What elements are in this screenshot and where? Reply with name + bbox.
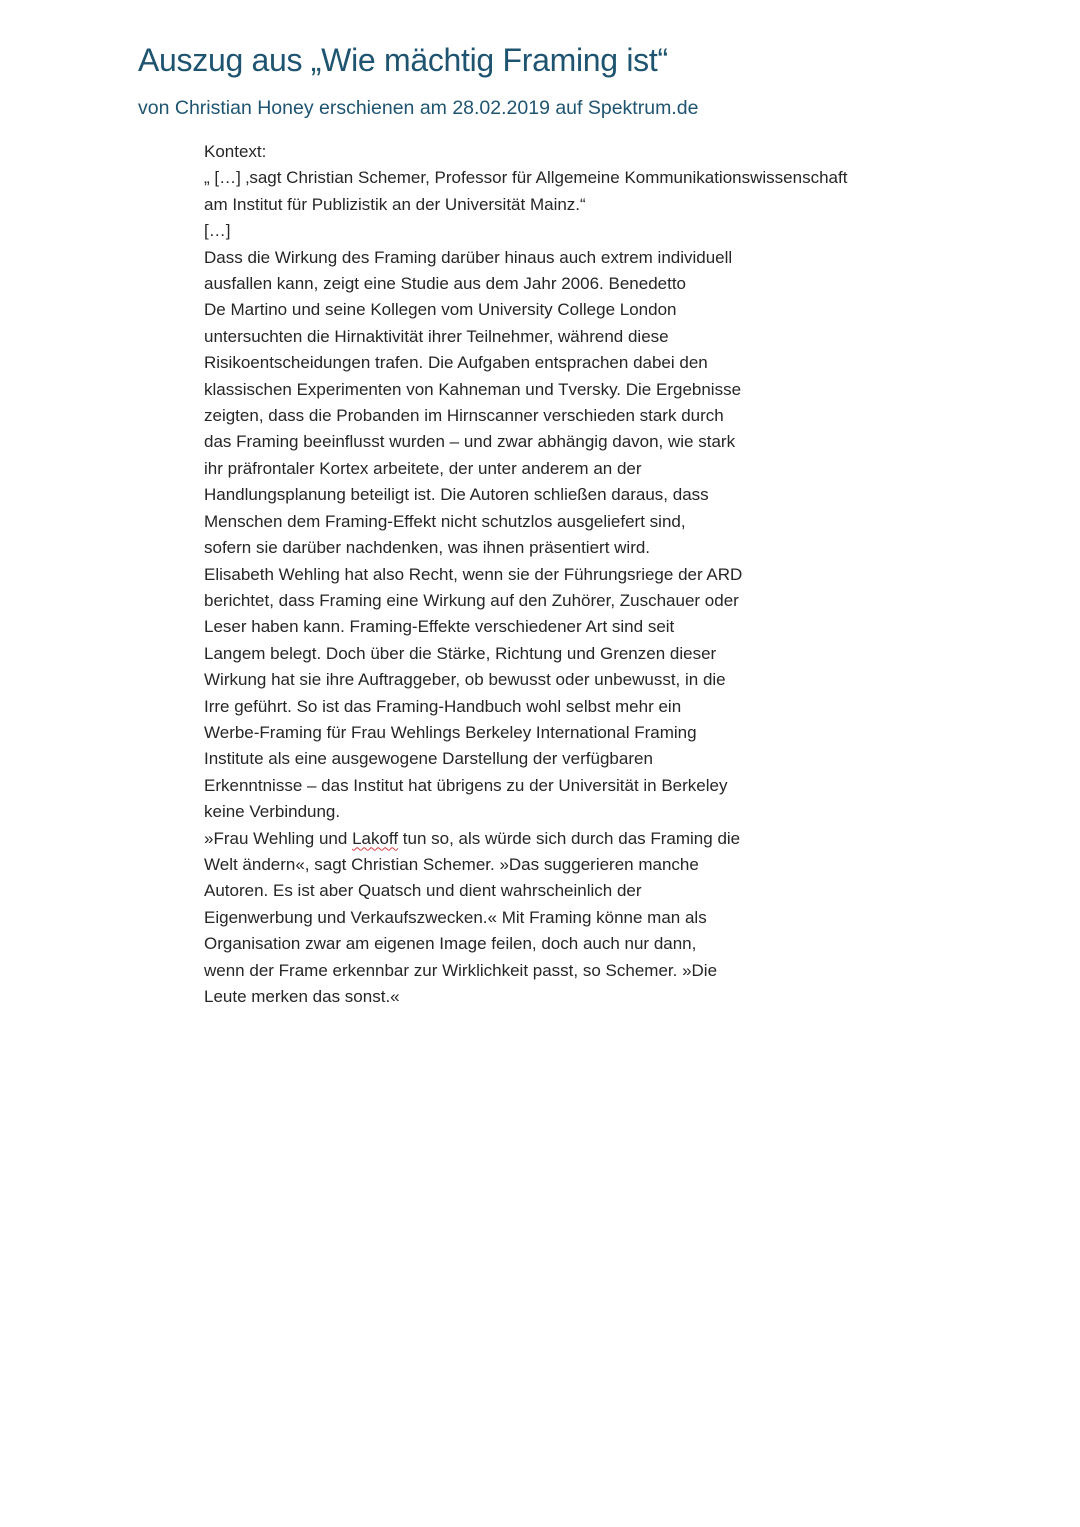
text-line: Langem belegt. Doch über die Stärke, Richtung und Grenzen dieser	[204, 643, 717, 663]
text-line: ausfallen kann, zeigt eine Studie aus dem Jahr 2006. Benedetto	[204, 274, 687, 294]
text-line: sofern sie darüber nachdenken, was ihnen präsentiert wird.	[204, 538, 651, 558]
text-line: Wirkung hat sie ihre Auftraggeber, ob bewusst oder unbewusst, in die	[204, 670, 726, 690]
text-line: Handlungsplanung beteiligt ist. Die Autoren schließen daraus, dass	[204, 485, 709, 505]
text-line: Leute merken das sonst.«	[204, 987, 400, 1006]
text-line: keine Verbindung.	[204, 802, 341, 822]
text-line: De Martino und seine Kollegen vom University College London	[204, 300, 677, 320]
text-line: ihr präfrontaler Kortex arbeitete, der unter anderem an der	[204, 458, 642, 478]
text-line: zeigten, dass die Probanden im Hirnscanner verschieden stark durch	[204, 406, 724, 426]
text-line: Welt ändern«, sagt Christian Schemer. »Das suggerieren manche	[204, 854, 699, 874]
text-line: Eigenwerbung und Verkaufszwecken.« Mit Framing könne man als	[204, 907, 707, 927]
text-line: Leser haben kann. Framing-Effekte verschiedener Art sind seit	[204, 617, 675, 637]
text-line: berichtet, dass Framing eine Wirkung auf den Zuhörer, Zuschauer oder	[204, 590, 739, 610]
text-line: […]	[204, 221, 231, 241]
text-line: wenn der Frame erkennbar zur Wirklichkeit passt, so Schemer. »Die	[204, 960, 718, 980]
text-line: Institute als eine ausgewogene Darstellung der verfügbaren	[204, 749, 653, 769]
text-segment: »Frau Wehling und	[204, 828, 353, 848]
document-title: Auszug aus „Wie mächtig Framing ist“	[138, 42, 668, 78]
text-line: Menschen dem Framing-Effekt nicht schutzlos ausgeliefert sind,	[204, 511, 686, 531]
document-body	[204, 139, 964, 1010]
document-subtitle: von Christian Honey erschienen am 28.02.2019 auf Spektrum.de	[138, 97, 699, 119]
text-line-with-spellcheck	[204, 826, 964, 852]
text-line: klassischen Experimenten von Kahneman und Tversky. Die Ergebnisse	[204, 379, 742, 399]
text-line: Erkenntnisse – das Institut hat übrigens zu der Universität in Berkeley	[204, 775, 728, 795]
text-line: Dass die Wirkung des Framing darüber hinaus auch extrem individuell	[204, 247, 733, 267]
text-line: Kontext:	[204, 142, 267, 161]
spellcheck-flagged-word[interactable]: Lakoff	[352, 828, 399, 848]
text-line: Organisation zwar am eigenen Image feilen, doch auch nur dann,	[204, 934, 697, 954]
text-line: Autoren. Es ist aber Quatsch und dient wahrscheinlich der	[204, 881, 642, 901]
text-segment: tun so, als würde sich durch das Framing die	[398, 828, 741, 848]
text-line: Risikoentscheidungen trafen. Die Aufgaben entsprachen dabei den	[204, 353, 708, 373]
text-line: Werbe-Framing für Frau Wehlings Berkeley International Framing	[204, 722, 697, 742]
text-line: Elisabeth Wehling hat also Recht, wenn sie der Führungsriege der ARD	[204, 564, 743, 584]
text-line: am Institut für Publizistik an der Universität Mainz.“	[204, 194, 586, 214]
text-line: untersuchten die Hirnaktivität ihrer Teilnehmer, während diese	[204, 326, 669, 346]
text-line: das Framing beeinflusst wurden – und zwar abhängig davon, wie stark	[204, 432, 736, 452]
text-line: Irre geführt. So ist das Framing-Handbuch wohl selbst mehr ein	[204, 696, 682, 716]
text-line: „ […] ‚sagt Christian Schemer, Professor für Allgemeine Kommunikationswissenschaft	[204, 168, 848, 188]
